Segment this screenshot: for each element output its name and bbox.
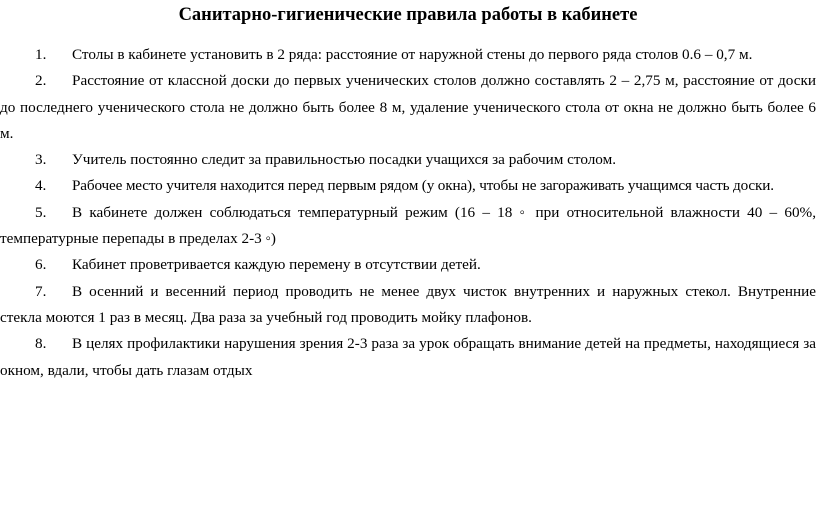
rule-number: 5. [35,203,47,221]
rule-text: Столы в кабинете установить в 2 ряда: расстояние от наружной стены до первого ряда столов 0.6 – 0,7 м. [72,46,753,63]
rule-number: 4. [35,177,47,195]
rule-text: Учитель постоянно следит за правильностью посадки учащихся за рабочим столом. [72,151,617,169]
rule-item-8 [0,331,816,384]
rule-text: Кабинет проветривается каждую перемену в отсутствии детей. [72,256,481,274]
rule-number: 3. [35,151,47,169]
rule-text: В осенний и весенний период проводить не менее двух чисток внутренних и наружных стекол. Внутренние стекла моются 1 раз в месяц. Два раза за учебный год проводить мойку плафонов. [0,282,816,326]
rule-text: Расстояние от классной доски до первых ученических столов должно составлять 2 – 2,75 м, расстояние от доски до последнего ученического стола не должно быть более 8 м, удаление ученического стола от окна не должно быть более 6 м. [0,72,816,142]
rule-item-7 [0,279,816,332]
rule-item-1 [0,42,816,68]
rule-number: 1. [35,46,47,63]
rule-item-6 [0,252,816,278]
rule-number: 8. [35,335,47,353]
rule-text: В целях профилактики нарушения зрения 2-3 раза за урок обращать внимание детей на предметы, находящиеся за окном, вдали, чтобы дать глазам отдых [0,335,816,379]
rule-number: 2. [35,72,47,90]
rule-item-3 [0,147,816,173]
rules-list [0,42,816,384]
rule-text: В кабинете должен соблюдаться температурный режим (16 – 18 ◦ при относительной влажности 40 – 60%, температурные перепады в пределах 2-3 ◦) [0,203,816,248]
rule-number: 7. [35,282,47,300]
rule-number: 6. [35,256,47,274]
rule-item-5 [0,200,816,253]
page-title: Санитарно-гигиенические правила работы в кабинете [178,5,638,25]
rule-item-2 [0,68,816,147]
rule-item-4 [0,173,816,199]
rule-text: Рабочее место учителя находится перед первым рядом (у окна), чтобы не загораживать учащимся часть доски. [72,177,774,195]
